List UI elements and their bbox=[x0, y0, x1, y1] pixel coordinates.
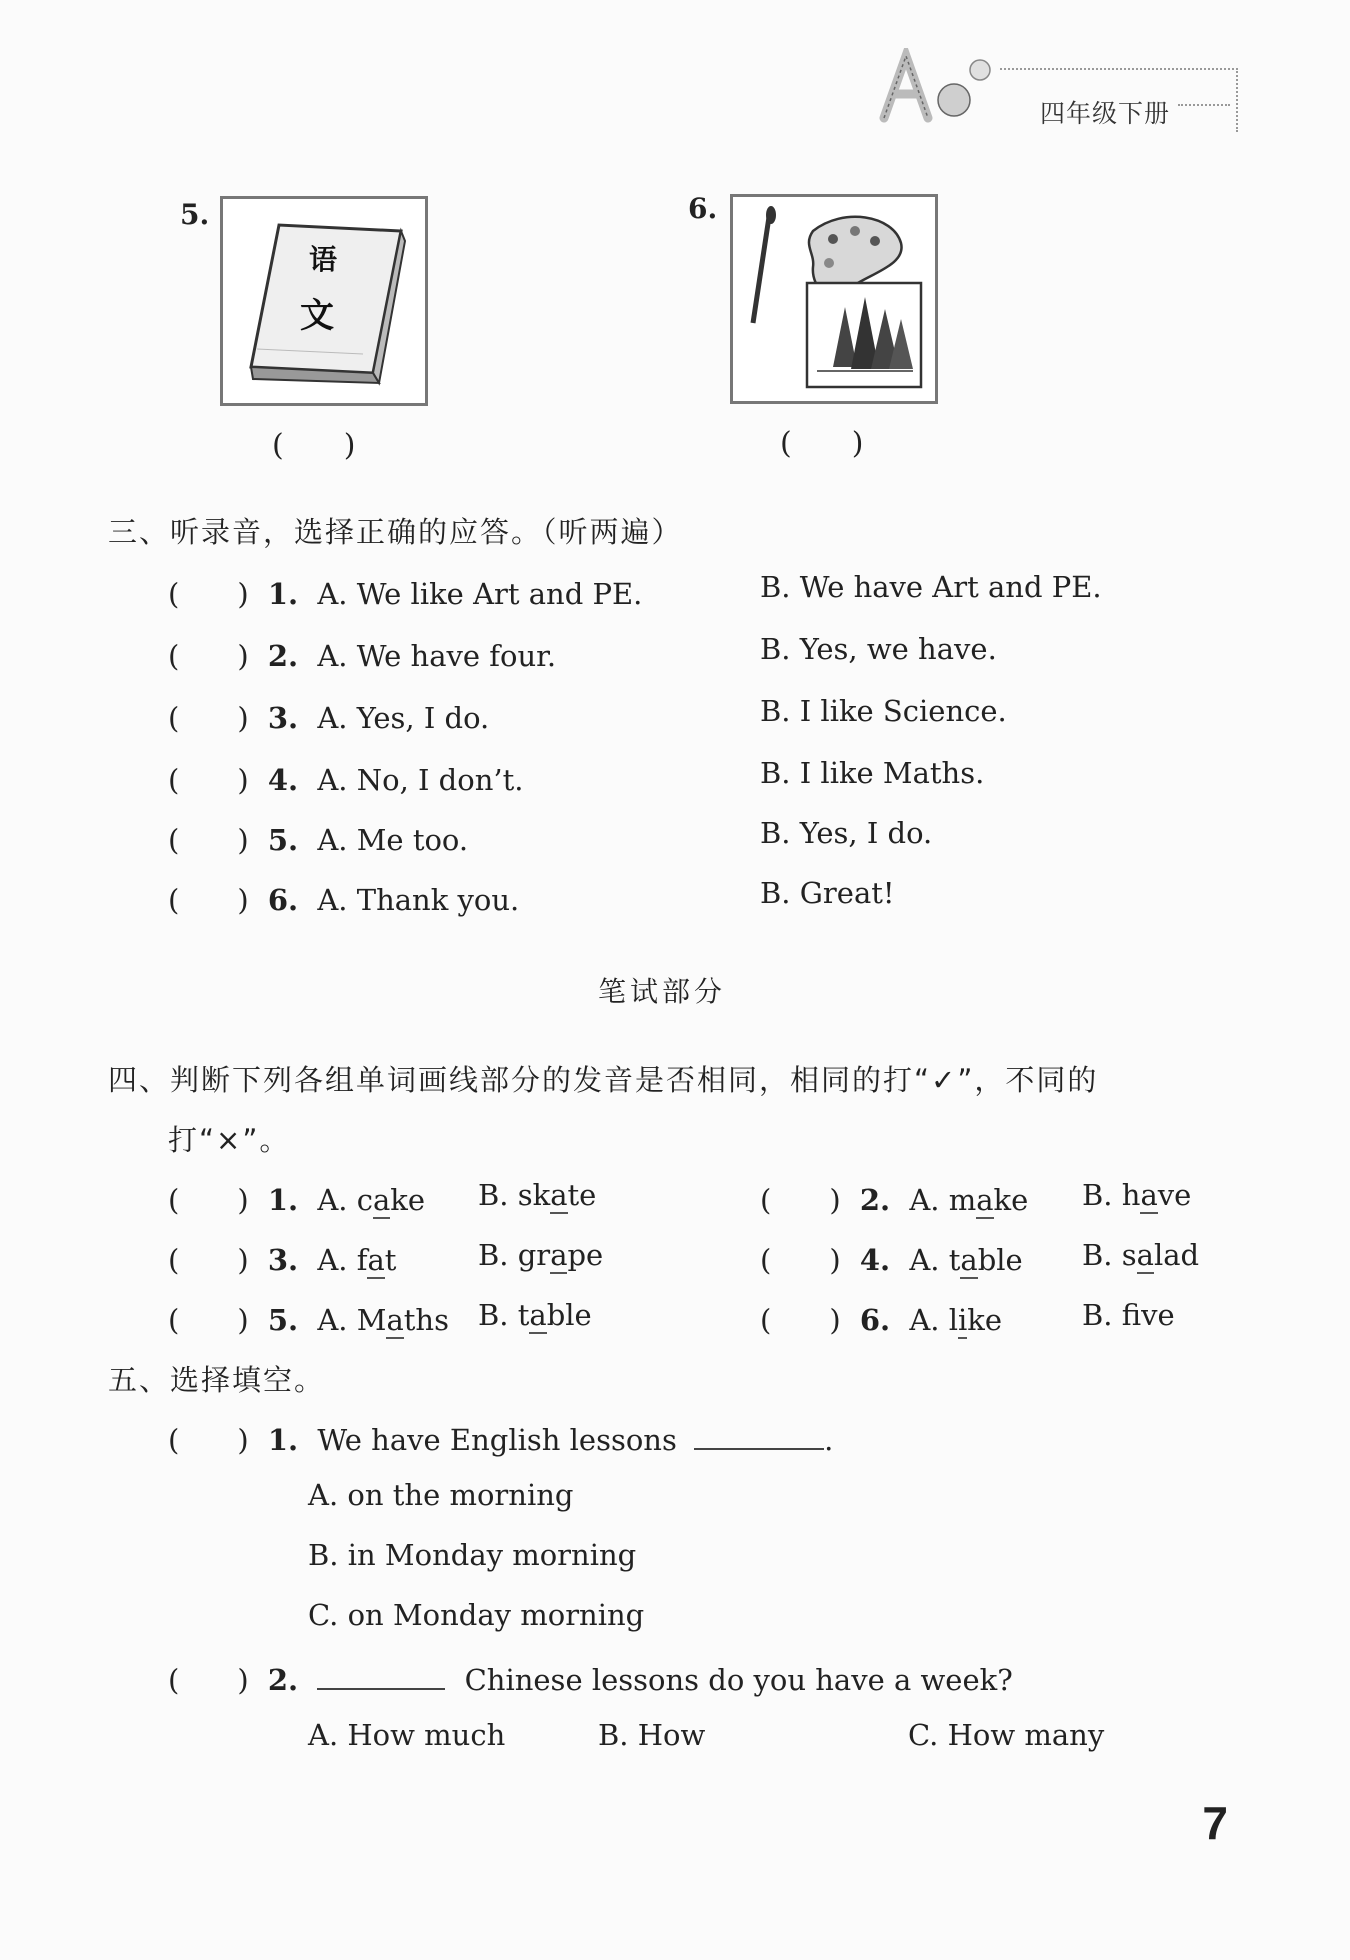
option-b: B. Great! bbox=[760, 876, 895, 910]
listening-item bbox=[168, 818, 468, 859]
answer-paren[interactable]: ( ) bbox=[760, 1183, 841, 1217]
word-b: B. have bbox=[1082, 1178, 1192, 1212]
option-b: B. How bbox=[598, 1718, 706, 1752]
phonics-item bbox=[760, 1238, 1023, 1279]
answer-paren[interactable]: ( ) bbox=[168, 639, 249, 673]
option-b: B. We have Art and PE. bbox=[760, 570, 1102, 604]
option-c: C. How many bbox=[908, 1718, 1105, 1752]
word-b: B. grape bbox=[478, 1238, 604, 1272]
answer-paren[interactable]: ( ) bbox=[168, 823, 249, 857]
answer-paren[interactable]: ( ) bbox=[780, 426, 864, 461]
listening-item bbox=[168, 696, 489, 737]
option-b: B. Yes, we have. bbox=[760, 632, 997, 666]
answer-paren[interactable]: ( ) bbox=[760, 1243, 841, 1277]
item-number: 4. bbox=[267, 763, 299, 797]
chinese-book-icon bbox=[223, 199, 425, 403]
grade-label: 四年级下册 bbox=[1040, 99, 1171, 128]
header-dotted-line bbox=[1178, 104, 1230, 106]
option-a: A. on the morning bbox=[308, 1478, 574, 1512]
phonics-item bbox=[168, 1298, 449, 1339]
section-5-title: 五、选择填空。 bbox=[108, 1363, 326, 1397]
option-a: A. No, I don’t. bbox=[317, 763, 524, 797]
item-number: 2. bbox=[859, 1183, 891, 1217]
picture-frame-art bbox=[730, 194, 938, 404]
word-b: B. fve bbox=[1082, 1298, 1175, 1332]
listening-item bbox=[168, 878, 519, 919]
option-b: B. in Monday morning bbox=[308, 1538, 637, 1572]
answer-blank[interactable] bbox=[694, 1448, 824, 1450]
item-number: 6. bbox=[267, 883, 299, 917]
answer-paren[interactable]: ( ) bbox=[168, 701, 249, 735]
answer-paren[interactable]: ( ) bbox=[168, 1423, 249, 1457]
option-b: B. I like Maths. bbox=[760, 756, 985, 790]
book-char-1: 语 bbox=[308, 243, 338, 276]
option-b: B. I like Science. bbox=[760, 694, 1007, 728]
abc-logo bbox=[876, 48, 1006, 132]
item-number: 5. bbox=[267, 1303, 299, 1337]
phonics-item bbox=[760, 1178, 1028, 1219]
page-number: 7 bbox=[1202, 1797, 1228, 1849]
question-text: Chinese lessons do you have a week? bbox=[464, 1663, 1013, 1697]
item-number: 4. bbox=[859, 1243, 891, 1277]
listening-item bbox=[168, 634, 556, 675]
mc-question bbox=[168, 1418, 833, 1459]
item-number: 2. bbox=[267, 1663, 299, 1697]
item-number: 1. bbox=[267, 1183, 299, 1217]
option-a: A. Yes, I do. bbox=[317, 701, 490, 735]
question-end: . bbox=[824, 1423, 834, 1457]
answer-paren[interactable]: ( ) bbox=[168, 883, 249, 917]
listening-item bbox=[168, 572, 642, 613]
item-number: 1. bbox=[267, 577, 299, 611]
picture-number: 6. bbox=[688, 192, 718, 225]
option-a: A. How much bbox=[308, 1718, 506, 1752]
picture-frame-chinese-book bbox=[220, 196, 428, 406]
word-a: A. fat bbox=[317, 1243, 397, 1277]
answer-paren[interactable]: ( ) bbox=[168, 1183, 249, 1217]
answer-paren[interactable]: ( ) bbox=[168, 763, 249, 797]
word-a: A. cake bbox=[317, 1183, 426, 1217]
answer-paren[interactable]: ( ) bbox=[168, 1303, 249, 1337]
option-a: A. We have four. bbox=[317, 639, 557, 673]
word-b: B. salad bbox=[1082, 1238, 1200, 1272]
section-4-title-cont: 打“×”。 bbox=[168, 1123, 291, 1157]
phonics-item bbox=[760, 1298, 1002, 1339]
item-number: 3. bbox=[267, 1243, 299, 1277]
word-b: B. skate bbox=[478, 1178, 597, 1212]
section-4-title: 四、判断下列各组单词画线部分的发音是否相同，相同的打“✓”，不同的 bbox=[108, 1063, 1099, 1097]
option-a: A. We like Art and PE. bbox=[317, 577, 643, 611]
item-number: 3. bbox=[267, 701, 299, 735]
word-a: A. like bbox=[909, 1303, 1003, 1337]
item-number: 1. bbox=[267, 1423, 299, 1457]
item-number: 6. bbox=[859, 1303, 891, 1337]
answer-paren[interactable]: ( ) bbox=[168, 1663, 249, 1697]
art-palette-painting-icon bbox=[733, 197, 935, 401]
item-number: 5. bbox=[267, 823, 299, 857]
picture-number: 5. bbox=[180, 198, 210, 231]
section-3-title: 三、听录音，选择正确的应答。（听两遍） bbox=[108, 515, 683, 549]
phonics-item bbox=[168, 1178, 425, 1219]
listening-item bbox=[168, 758, 523, 799]
answer-paren[interactable]: ( ) bbox=[272, 428, 356, 463]
option-b: B. Yes, I do. bbox=[760, 816, 933, 850]
word-a: A. make bbox=[909, 1183, 1029, 1217]
question-text: We have English lessons bbox=[317, 1423, 677, 1457]
word-a: A. table bbox=[909, 1243, 1023, 1277]
phonics-item bbox=[168, 1238, 396, 1279]
answer-paren[interactable]: ( ) bbox=[760, 1303, 841, 1337]
book-char-2: 文 bbox=[300, 296, 334, 336]
option-c: C. on Monday morning bbox=[308, 1598, 645, 1632]
word-a: A. Maths bbox=[317, 1303, 449, 1337]
answer-paren[interactable]: ( ) bbox=[168, 577, 249, 611]
mc-question bbox=[168, 1658, 1013, 1699]
option-a: A. Thank you. bbox=[317, 883, 520, 917]
option-a: A. Me too. bbox=[317, 823, 469, 857]
answer-blank[interactable] bbox=[317, 1688, 445, 1690]
word-b: B. table bbox=[478, 1298, 592, 1332]
answer-paren[interactable]: ( ) bbox=[168, 1243, 249, 1277]
written-part-title: 笔试部分 bbox=[598, 975, 727, 1008]
item-number: 2. bbox=[267, 639, 299, 673]
